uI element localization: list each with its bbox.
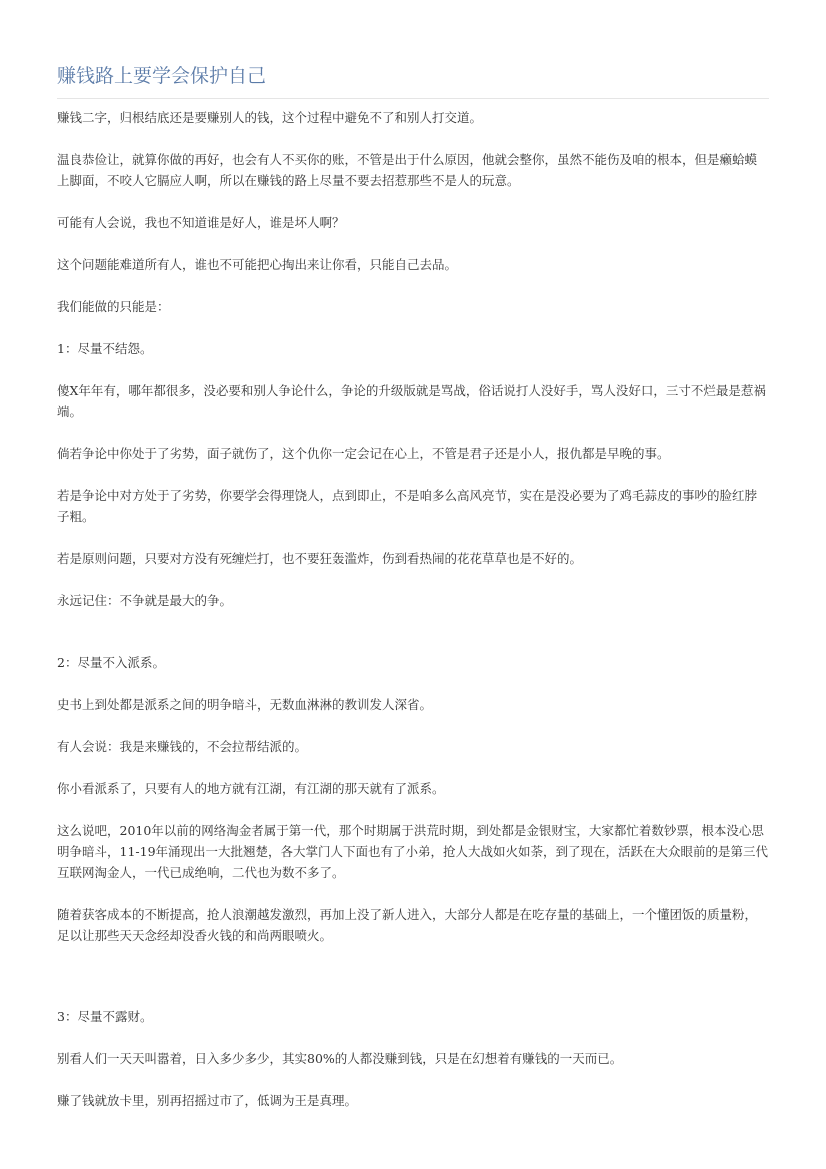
article-title: 赚钱路上要学会保护自己 (57, 65, 267, 87)
paragraph: 这么说吧，2010年以前的网络淘金者属于第一代，那个时期属于洪荒时期，到处都是金银财宝，大家都忙着数钞票，根本没心思明争暗斗，11-19年涌现出一大批翘楚，各大掌门人下面也有了小弟，抢人大战如火如荼，到了现在，活跃在大众眼前的是第三代互联网淘金人，一代已成绝响，二代也为数不多了。 (57, 823, 769, 880)
section-heading-1: 1：尽量不结怨。 (57, 341, 153, 356)
paragraph: 这个问题能难道所有人，谁也不可能把心掏出来让你看，只能自己去品。 (57, 257, 458, 272)
paragraph: 你小看派系了，只要有人的地方就有江湖，有江湖的那天就有了派系。 (57, 781, 445, 796)
paragraph: 可能有人会说，我也不知道谁是好人，谁是坏人啊？ (57, 215, 345, 230)
paragraph: 倘若争论中你处于了劣势，面子就伤了，这个仇你一定会记在心上，不管是君子还是小人，报仇都是早晚的事。 (57, 446, 670, 461)
paragraph: 傻X年年有，哪年都很多，没必要和别人争论什么，争论的升级版就是骂战，俗话说打人没好手，骂人没好口，三寸不烂最是惹祸端。 (57, 383, 766, 419)
paragraph: 若是争论中对方处于了劣势，你要学会得理饶人，点到即止，不是咱多么高风亮节，实在是没必要为了鸡毛蒜皮的事吵的脸红脖子粗。 (57, 488, 758, 524)
paragraph: 温良恭俭让，就算你做的再好，也会有人不买你的账，不管是出于什么原因，他就会整你，虽然不能伤及咱的根本，但是癞蛤蟆上脚面，不咬人它膈应人啊，所以在赚钱的路上尽量不要去招惹那些不是人的玩意。 (57, 152, 758, 188)
paragraph: 若是原则问题，只要对方没有死缠烂打，也不要狂轰滥炸，伤到看热闹的花花草草也是不好的。 (57, 551, 583, 566)
paragraph: 我们能做的只能是： (57, 299, 170, 314)
paragraph: 永远记住：不争就是最大的争。 (57, 593, 233, 608)
section-heading-2: 2：尽量不入派系。 (57, 655, 165, 670)
paragraph: 赚钱二字，归根结底还是要赚别人的钱，这个过程中避免不了和别人打交道。 (57, 110, 483, 125)
paragraph: 有人会说：我是来赚钱的，不会拉帮结派的。 (57, 739, 308, 754)
paragraph: 史书上到处都是派系之间的明争暗斗，无数血淋淋的教训发人深省。 (57, 697, 433, 712)
paragraph: 赚了钱就放卡里，别再招摇过市了，低调为王是真理。 (57, 1093, 358, 1108)
paragraph: 别看人们一天天叫嚣着，日入多少多少，其实80%的人都没赚到钱，只是在幻想着有赚钱的一天而已。 (57, 1051, 623, 1066)
paragraph: 随着获客成本的不断提高，抢人浪潮越发激烈，再加上没了新人进入，大部分人都是在吃存量的基础上，一个懂团饭的质量粉，足以让那些天天念经却没香火钱的和尚两眼喷火。 (57, 907, 758, 943)
title-divider (57, 98, 769, 99)
section-heading-3: 3：尽量不露财。 (57, 1009, 153, 1024)
